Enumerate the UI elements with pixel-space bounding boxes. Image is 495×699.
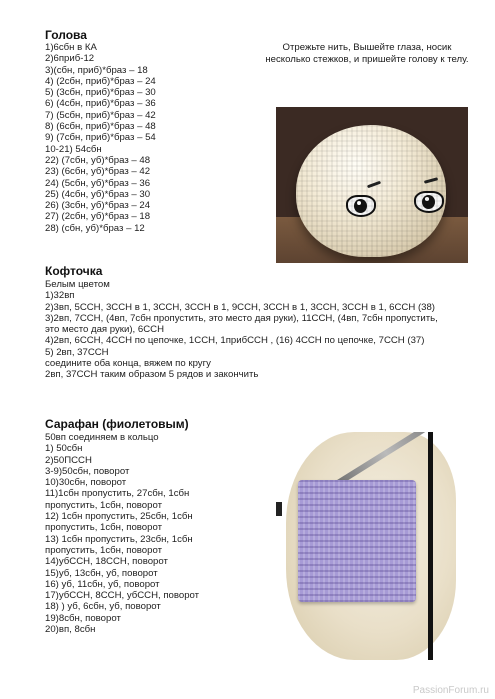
sundress-pattern-row: 3-9)50сбн, поворот: [45, 465, 130, 477]
head-section-title: Голова: [45, 28, 87, 42]
head-pattern-row: 22) (7сбн, уб)*браз – 48: [45, 154, 151, 166]
sundress-pattern-row: пропустить, 1сбн, поворот: [45, 499, 162, 511]
sundress-section-title: Сарафан (фиолетовым): [45, 417, 189, 431]
sundress-pattern-row: 20)вп, 8сбн: [45, 624, 96, 636]
head-pattern-row: 23) (6сбн, уб)*браз – 42: [45, 166, 151, 178]
head-pattern-row: 3)(сбн, приб)*браз – 18: [45, 64, 148, 76]
sundress-pattern-row: пропустить, 1сбн, поворот: [45, 544, 162, 556]
sundress-pattern-row: 10)30сбн, поворот: [45, 477, 127, 489]
head-pattern-row: 27) (2сбн, уб)*браз – 18: [45, 211, 151, 223]
purple-fabric-swatch: [298, 480, 416, 602]
sundress-pattern-row: 16) уб, 11сбн, уб, поворот: [45, 578, 160, 590]
head-finishing-note: Отрежьте нить, Вышейте глаза, носик несколько стежков, и пришейте голову к телу.: [265, 42, 469, 65]
eyebrow-left: [367, 181, 381, 189]
head-pattern-row: 5) (3сбн, приб)*браз – 30: [45, 87, 156, 99]
sundress-pattern-row: 17)убССН, 8ССН, убССН, поворот: [45, 590, 200, 602]
sundress-pattern-row: 1) 50сбн: [45, 443, 83, 455]
head-pattern-row: 24) (5сбн, уб)*браз – 36: [45, 177, 151, 189]
embroidered-eye-right: [414, 191, 444, 213]
sundress-pattern-row: пропустить, 1сбн, поворот: [45, 522, 162, 534]
head-pattern-rows: [45, 42, 156, 234]
head-pattern-row: 6) (4сбн, приб)*браз – 36: [45, 98, 156, 110]
sundress-pattern-row: 18) ) уб, 6сбн, уб, поворот: [45, 601, 161, 613]
sundress-pattern-row: 12) 1сбн пропустить, 25сбн, 1сбн: [45, 511, 193, 523]
purple-knit-swatch-photo: [268, 432, 478, 660]
sundress-pattern-row: 13) 1сбн пропустить, 23сбн, 1сбн: [45, 533, 193, 545]
eyebrow-right: [424, 177, 438, 184]
embroidered-eye-left: [346, 195, 376, 217]
blouse-section-title: Кофточка: [45, 264, 103, 278]
sundress-pattern-row: 19)8сбн, поворот: [45, 612, 121, 624]
site-watermark: PassionForum.ru: [412, 685, 489, 696]
head-pattern-row: 7) (5сбн, приб)*браз – 42: [45, 109, 156, 121]
head-pattern-row: 9) (7сбн, приб)*браз – 54: [45, 132, 156, 144]
doll-head: [296, 125, 446, 257]
blouse-pattern-row: 2)3вп, 5ССН, 3ССН в 1, 3ССН, 3ССН в 1, 9ССН, 3ССН в 1, 3ССН, 3ССН в 1, 6ССН (38): [45, 301, 435, 313]
blouse-pattern-rows: [45, 279, 445, 381]
head-pattern-row: 28) (сбн, уб)*браз – 12: [45, 222, 145, 234]
head-pattern-row: 4) (2сбн, приб)*браз – 24: [45, 75, 156, 87]
head-pattern-row: 8) (6сбн, приб)*браз – 48: [45, 121, 156, 133]
blouse-pattern-row: 2вп, 37ССН таким образом 5 рядов и закончить: [45, 369, 259, 381]
sundress-pattern-rows: [45, 432, 199, 635]
blouse-pattern-row: 1)32вп: [45, 290, 75, 302]
blouse-pattern-row: соедините оба конца, вяжем по кругу: [45, 358, 211, 370]
blouse-pattern-row: 4)2вп, 6ССН, 4ССН по цепочке, 1ССН, 1прибССН , (16) 4ССН по цепочке, 7ССН (37): [45, 335, 425, 347]
blouse-pattern-row: 5) 2вп, 37ССН: [45, 346, 109, 358]
blouse-pattern-row: Белым цветом: [45, 279, 110, 290]
sundress-pattern-row: 15)уб, 13сбн, уб, поворот: [45, 567, 158, 579]
crocheted-head-photo: [276, 107, 468, 263]
sundress-pattern-row: 50вп соединяем в кольцо: [45, 432, 159, 443]
sundress-pattern-row: 14)убССН, 18ССН, поворот: [45, 556, 168, 568]
blouse-pattern-row: 3)2вп, 7ССН, (4вп, 7сбн пропустить, это место дая руки), 11ССН, (4вп, 7сбн пропустить, это место дая руки), 6ССН: [45, 312, 438, 336]
sundress-pattern-row: 2)50ПССН: [45, 454, 92, 466]
head-pattern-row: 10-21) 54сбн: [45, 143, 102, 155]
sundress-pattern-row: 11)1сбн пропустить, 27сбн, 1сбн: [45, 488, 190, 500]
head-pattern-row: 26) (3сбн, уб)*браз – 24: [45, 200, 151, 212]
head-pattern-row: 2)6приб-12: [45, 53, 95, 65]
head-pattern-row: 25) (4сбн, уб)*браз – 30: [45, 188, 151, 200]
head-pattern-row: 1)6сбн в КА: [45, 42, 97, 53]
